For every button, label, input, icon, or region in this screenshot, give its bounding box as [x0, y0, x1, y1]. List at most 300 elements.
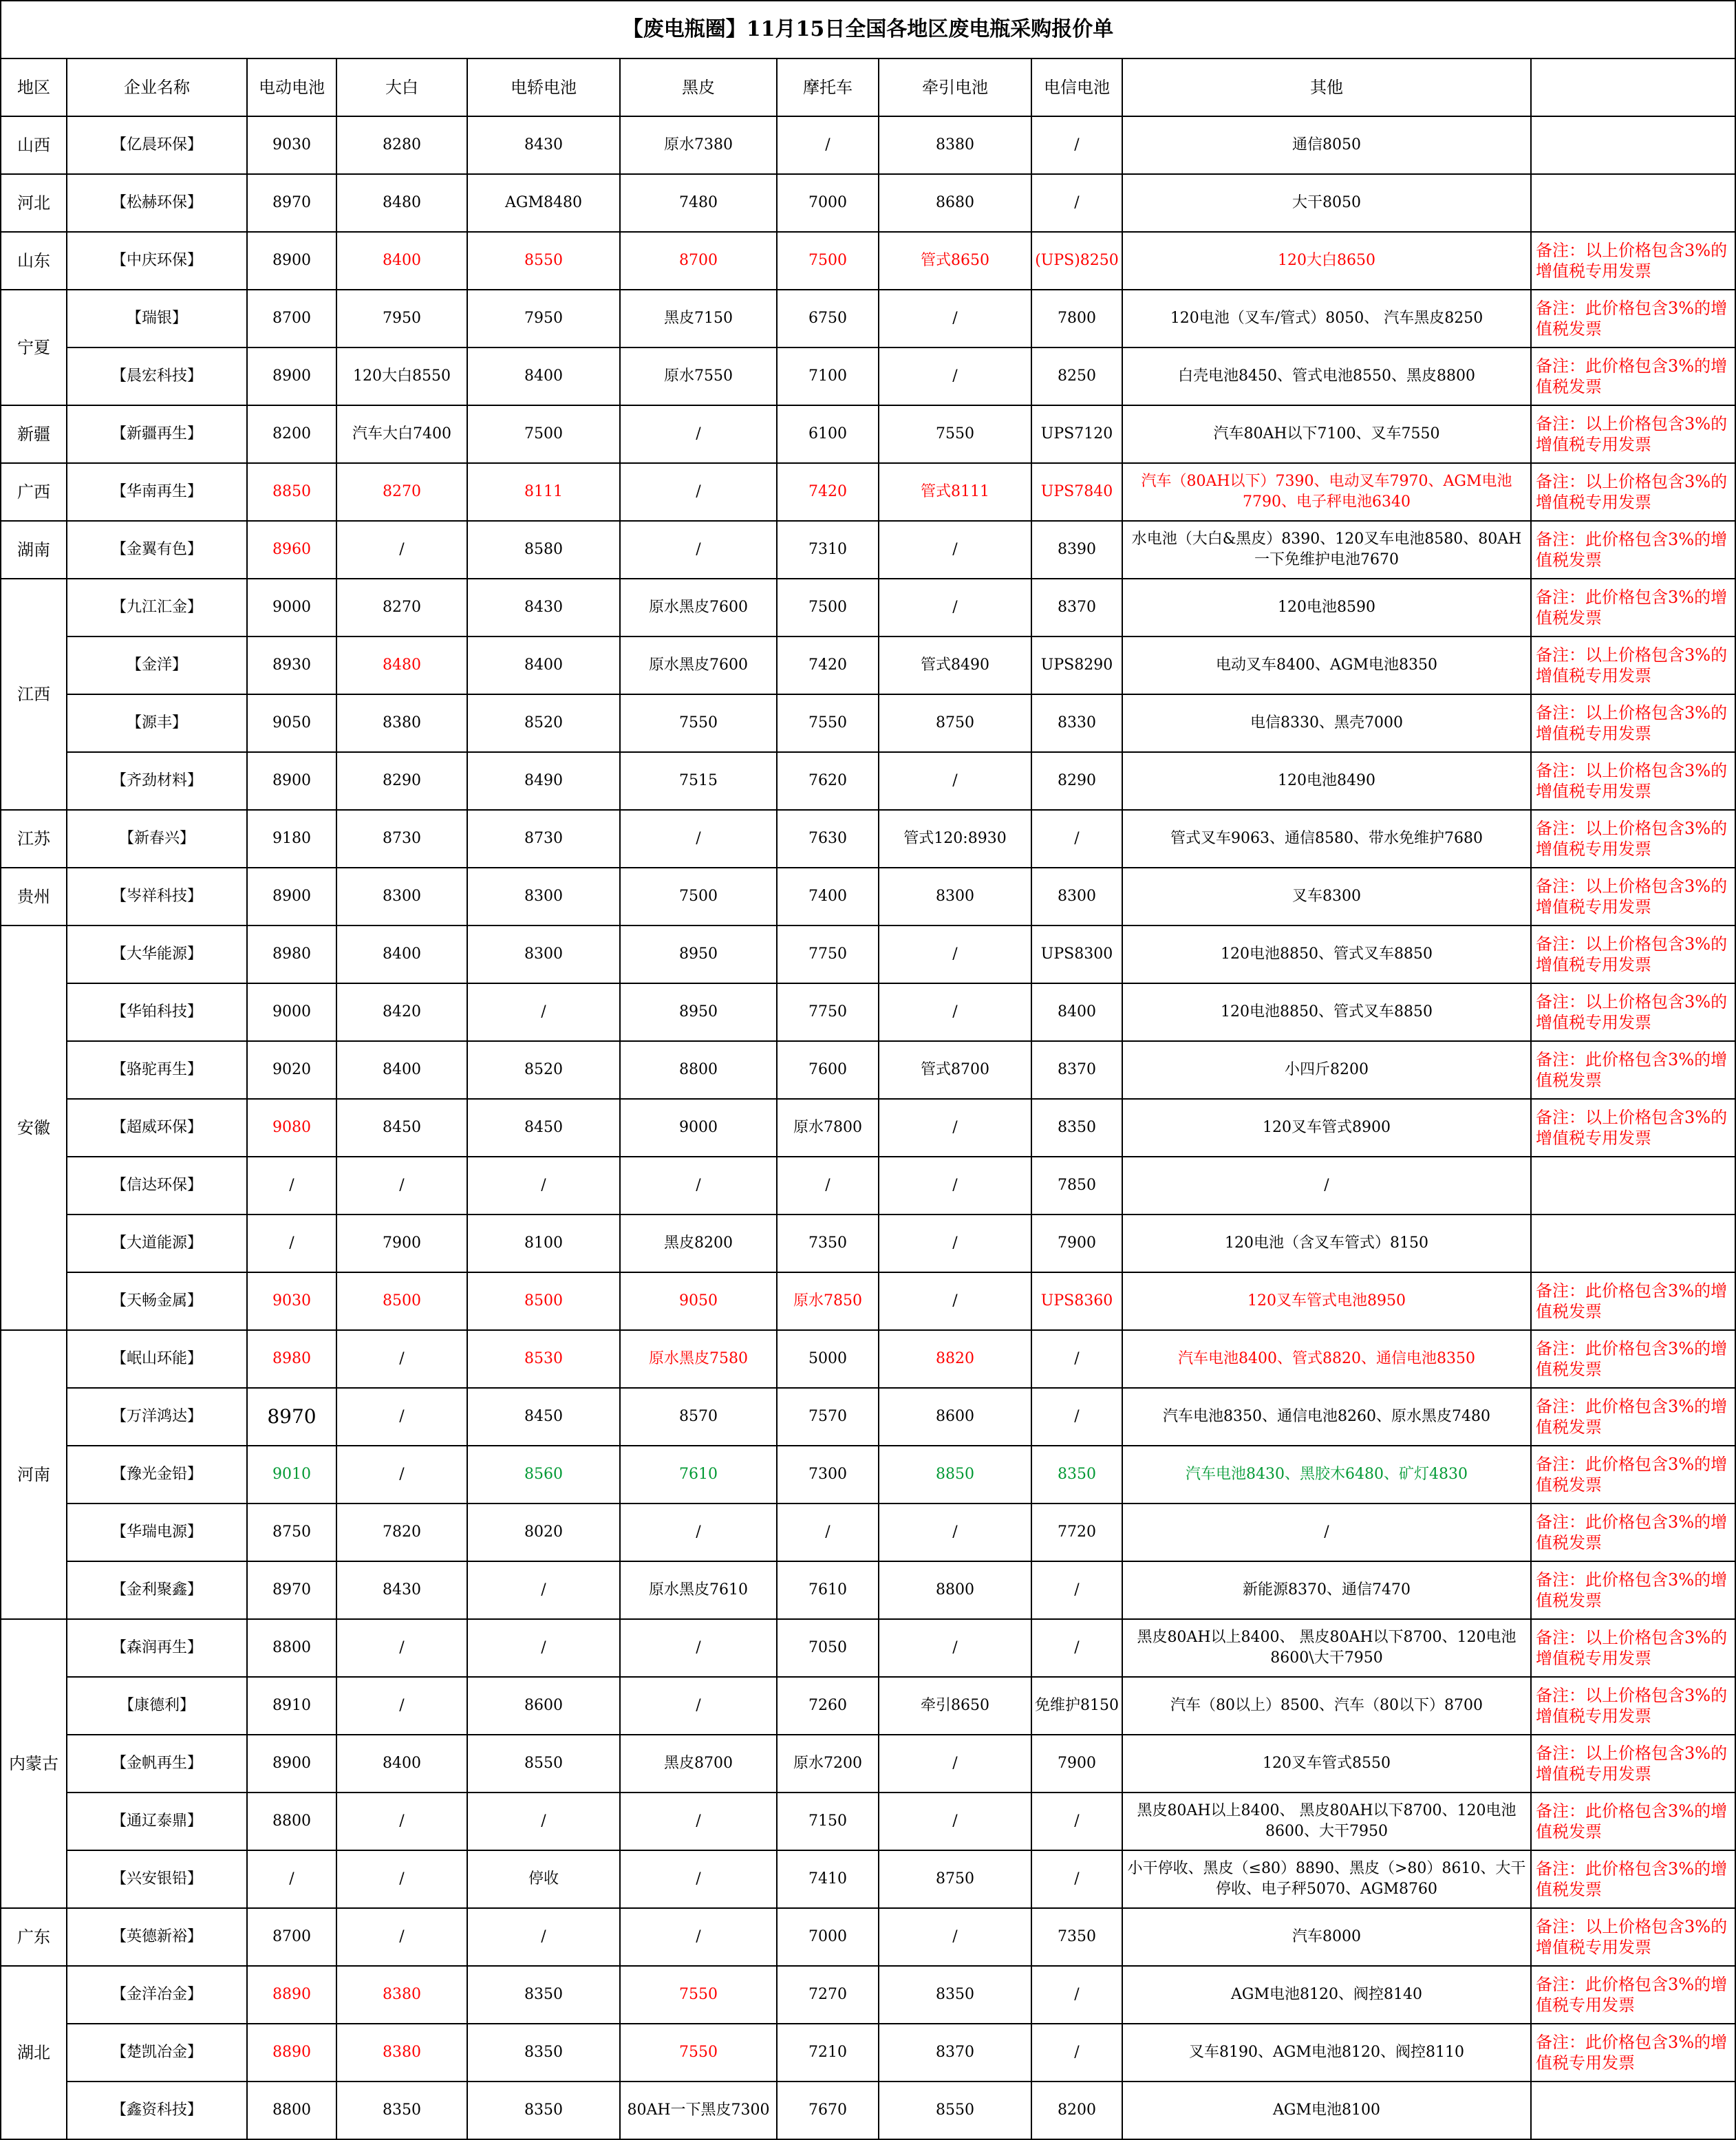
- price-dabai: 8480: [336, 174, 467, 232]
- price-other: 120电池8490: [1122, 752, 1531, 810]
- table-row: [1, 347, 1735, 405]
- price-dabai: /: [336, 1908, 467, 1966]
- header-telecom-battery: 电信电池: [1031, 58, 1122, 116]
- table-row: [1, 983, 1735, 1041]
- price-electric-battery: 9030: [247, 116, 336, 174]
- price-traction-battery: 管式8700: [879, 1041, 1031, 1099]
- price-motorcycle: 7410: [777, 1850, 879, 1908]
- company-name: 【超威环保】: [67, 1099, 247, 1157]
- price-dabai: 120大白8550: [336, 347, 467, 405]
- price-car-battery: 8300: [467, 868, 620, 925]
- price-car-battery: 8490: [467, 752, 620, 810]
- note-cell: 备注：此价格包含3%的增值税发票: [1531, 1504, 1735, 1561]
- price-dabai: 8400: [336, 1735, 467, 1793]
- price-traction-battery: /: [879, 752, 1031, 810]
- price-traction-battery: /: [879, 983, 1031, 1041]
- price-electric-battery: /: [247, 1850, 336, 1908]
- price-traction-battery: /: [879, 1908, 1031, 1966]
- price-heipi: /: [620, 1504, 777, 1561]
- price-motorcycle: 7300: [777, 1446, 879, 1504]
- price-telecom-battery: /: [1031, 2024, 1122, 2082]
- note-cell: 备注：此价格包含3%的增值税专用发票: [1531, 2024, 1735, 2082]
- price-dabai: /: [336, 1850, 467, 1908]
- price-telecom-battery: UPS7840: [1031, 463, 1122, 521]
- company-name: 【亿晨环保】: [67, 116, 247, 174]
- price-telecom-battery: UPS7120: [1031, 405, 1122, 463]
- price-traction-battery: 8300: [879, 868, 1031, 925]
- region-cell: 江西: [1, 579, 67, 810]
- price-telecom-battery: 7720: [1031, 1504, 1122, 1561]
- price-other: AGM电池8120、阀控8140: [1122, 1966, 1531, 2024]
- price-telecom-battery: /: [1031, 1619, 1122, 1677]
- title-row: [1, 1, 1735, 58]
- price-heipi: /: [620, 405, 777, 463]
- price-other: 黑皮80AH以上8400、 黑皮80AH以下8700、120电池8600、大干7950: [1122, 1793, 1531, 1850]
- header-other: 其他: [1122, 58, 1531, 116]
- price-car-battery: /: [467, 983, 620, 1041]
- price-other: 水电池（大白&黑皮）8390、120叉车电池8580、80AH一下免维护电池7670: [1122, 521, 1531, 579]
- price-heipi: 原水黑皮7600: [620, 636, 777, 694]
- note-cell: 备注：此价格包含3%的增值税发票: [1531, 1041, 1735, 1099]
- note-cell: 备注：此价格包含3%的增值税发票: [1531, 290, 1735, 347]
- region-cell: 山西: [1, 116, 67, 174]
- price-telecom-battery: /: [1031, 1850, 1122, 1908]
- price-other: 120电池8590: [1122, 579, 1531, 636]
- header-heipi: 黑皮: [620, 58, 777, 116]
- company-name: 【岑祥科技】: [67, 868, 247, 925]
- company-name: 【华瑞电源】: [67, 1504, 247, 1561]
- table-row: [1, 405, 1735, 463]
- price-car-battery: 8111: [467, 463, 620, 521]
- company-name: 【源丰】: [67, 694, 247, 752]
- price-traction-battery: /: [879, 579, 1031, 636]
- table-row: [1, 1272, 1735, 1330]
- price-motorcycle: 7050: [777, 1619, 879, 1677]
- note-cell: 备注：此价格包含3%的增值税发票: [1531, 1793, 1735, 1850]
- price-other: 大干8050: [1122, 174, 1531, 232]
- price-dabai: 8270: [336, 579, 467, 636]
- table-row: [1, 1735, 1735, 1793]
- price-electric-battery: 8800: [247, 2082, 336, 2139]
- price-traction-battery: /: [879, 925, 1031, 983]
- price-dabai: 8380: [336, 2024, 467, 2082]
- company-name: 【金帆再生】: [67, 1735, 247, 1793]
- price-dabai: 8400: [336, 925, 467, 983]
- price-other: 120电池（含叉车管式）8150: [1122, 1215, 1531, 1272]
- table-row: [1, 1793, 1735, 1850]
- region-cell: 山东: [1, 232, 67, 290]
- price-other: 黑皮80AH以上8400、 黑皮80AH以下8700、120电池8600\大干7950: [1122, 1619, 1531, 1677]
- price-heipi: 7550: [620, 2024, 777, 2082]
- price-motorcycle: 6750: [777, 290, 879, 347]
- price-car-battery: 8560: [467, 1446, 620, 1504]
- price-heipi: 8570: [620, 1388, 777, 1446]
- price-electric-battery: 8980: [247, 925, 336, 983]
- price-dabai: /: [336, 1330, 467, 1388]
- price-electric-battery: 8890: [247, 2024, 336, 2082]
- price-motorcycle: 7400: [777, 868, 879, 925]
- table-row: [1, 868, 1735, 925]
- price-car-battery: 8350: [467, 1966, 620, 2024]
- price-heipi: 原水黑皮7610: [620, 1561, 777, 1619]
- company-name: 【通辽泰鼎】: [67, 1793, 247, 1850]
- table-row: [1, 752, 1735, 810]
- note-cell: [1531, 1157, 1735, 1215]
- price-traction-battery: /: [879, 1157, 1031, 1215]
- price-heipi: 8700: [620, 232, 777, 290]
- table-row: [1, 232, 1735, 290]
- note-cell: 备注：以上价格包含3%的增值税专用发票: [1531, 1908, 1735, 1966]
- price-dabai: 7900: [336, 1215, 467, 1272]
- price-motorcycle: 7750: [777, 983, 879, 1041]
- price-traction-battery: 8750: [879, 694, 1031, 752]
- note-cell: 备注：此价格包含3%的增值税发票: [1531, 1561, 1735, 1619]
- table-row: [1, 925, 1735, 983]
- price-motorcycle: /: [777, 1504, 879, 1561]
- price-car-battery: 8530: [467, 1330, 620, 1388]
- price-traction-battery: /: [879, 290, 1031, 347]
- company-name: 【骆驼再生】: [67, 1041, 247, 1099]
- price-traction-battery: 管式120:8930: [879, 810, 1031, 868]
- price-dabai: 8380: [336, 694, 467, 752]
- price-dabai: 8380: [336, 1966, 467, 2024]
- price-other: 叉车8190、AGM电池8120、阀控8110: [1122, 2024, 1531, 2082]
- price-dabai: 8500: [336, 1272, 467, 1330]
- table-row: [1, 521, 1735, 579]
- price-car-battery: 8430: [467, 116, 620, 174]
- price-motorcycle: /: [777, 1157, 879, 1215]
- price-telecom-battery: /: [1031, 1793, 1122, 1850]
- price-motorcycle: 7150: [777, 1793, 879, 1850]
- note-cell: 备注：以上价格包含3%的增值税专用发票: [1531, 405, 1735, 463]
- price-other: 汽车（80以上）8500、汽车（80以下）8700: [1122, 1677, 1531, 1735]
- price-electric-battery: /: [247, 1215, 336, 1272]
- price-motorcycle: 原水7800: [777, 1099, 879, 1157]
- price-electric-battery: 9030: [247, 1272, 336, 1330]
- price-telecom-battery: (UPS)8250: [1031, 232, 1122, 290]
- price-traction-battery: /: [879, 521, 1031, 579]
- region-cell: 河南: [1, 1330, 67, 1619]
- price-motorcycle: 6100: [777, 405, 879, 463]
- price-car-battery: 8350: [467, 2024, 620, 2082]
- price-dabai: 8450: [336, 1099, 467, 1157]
- price-other: 小干停收、黑皮（≤80）8890、黑皮（>80）8610、大干停收、电子秤5070、AGM8760: [1122, 1850, 1531, 1908]
- note-cell: 备注：此价格包含3%的增值税发票: [1531, 1388, 1735, 1446]
- price-dabai: 8430: [336, 1561, 467, 1619]
- price-motorcycle: 7550: [777, 694, 879, 752]
- price-electric-battery: 8970: [247, 1561, 336, 1619]
- header-car-battery: 电轿电池: [467, 58, 620, 116]
- price-motorcycle: 7420: [777, 636, 879, 694]
- company-name: 【金利聚鑫】: [67, 1561, 247, 1619]
- price-traction-battery: /: [879, 1504, 1031, 1561]
- header-electric-battery: 电动电池: [247, 58, 336, 116]
- price-telecom-battery: 7900: [1031, 1735, 1122, 1793]
- price-telecom-battery: /: [1031, 1966, 1122, 2024]
- price-other: 电动叉车8400、AGM电池8350: [1122, 636, 1531, 694]
- note-cell: 备注：此价格包含3%的增值税发票: [1531, 521, 1735, 579]
- price-telecom-battery: /: [1031, 1561, 1122, 1619]
- price-electric-battery: 8200: [247, 405, 336, 463]
- company-name: 【森润再生】: [67, 1619, 247, 1677]
- price-other: 汽车电池8350、通信电池8260、原水黑皮7480: [1122, 1388, 1531, 1446]
- price-motorcycle: /: [777, 116, 879, 174]
- price-other: 120电池（叉车/管式）8050、 汽车黑皮8250: [1122, 290, 1531, 347]
- company-name: 【信达环保】: [67, 1157, 247, 1215]
- region-cell: 江苏: [1, 810, 67, 868]
- price-telecom-battery: 8290: [1031, 752, 1122, 810]
- header-traction-battery: 牵引电池: [879, 58, 1031, 116]
- price-traction-battery: 8380: [879, 116, 1031, 174]
- price-motorcycle: 7600: [777, 1041, 879, 1099]
- company-name: 【金洋冶金】: [67, 1966, 247, 2024]
- note-cell: 备注：以上价格包含3%的增值税专用发票: [1531, 752, 1735, 810]
- header-note: [1531, 58, 1735, 116]
- price-telecom-battery: /: [1031, 174, 1122, 232]
- price-car-battery: /: [467, 1157, 620, 1215]
- price-motorcycle: 7210: [777, 2024, 879, 2082]
- price-electric-battery: 9180: [247, 810, 336, 868]
- price-car-battery: 8100: [467, 1215, 620, 1272]
- price-motorcycle: 原水7850: [777, 1272, 879, 1330]
- price-electric-battery: 8890: [247, 1966, 336, 2024]
- price-dabai: 8730: [336, 810, 467, 868]
- price-traction-battery: 8820: [879, 1330, 1031, 1388]
- note-cell: [1531, 1215, 1735, 1272]
- price-traction-battery: 管式8111: [879, 463, 1031, 521]
- table-row: [1, 2082, 1735, 2139]
- price-telecom-battery: /: [1031, 116, 1122, 174]
- table-row: [1, 1966, 1735, 2024]
- table-row: [1, 1908, 1735, 1966]
- price-motorcycle: 7670: [777, 2082, 879, 2139]
- price-heipi: /: [620, 1793, 777, 1850]
- price-dabai: /: [336, 1388, 467, 1446]
- price-electric-battery: 8900: [247, 232, 336, 290]
- price-other: 管式叉车9063、通信8580、带水免维护7680: [1122, 810, 1531, 868]
- note-cell: 备注：以上价格包含3%的增值税专用发票: [1531, 1735, 1735, 1793]
- price-car-battery: 8350: [467, 2082, 620, 2139]
- price-motorcycle: 7570: [777, 1388, 879, 1446]
- price-traction-battery: 8600: [879, 1388, 1031, 1446]
- table-row: [1, 636, 1735, 694]
- price-telecom-battery: 8390: [1031, 521, 1122, 579]
- price-telecom-battery: 免维护8150: [1031, 1677, 1122, 1735]
- price-dabai: 8400: [336, 232, 467, 290]
- price-motorcycle: 原水7200: [777, 1735, 879, 1793]
- company-name: 【中庆环保】: [67, 232, 247, 290]
- note-cell: 备注：以上价格包含3%的增值税专用发票: [1531, 810, 1735, 868]
- price-car-battery: 8600: [467, 1677, 620, 1735]
- note-cell: [1531, 2082, 1735, 2139]
- price-traction-battery: /: [879, 1735, 1031, 1793]
- price-telecom-battery: 7350: [1031, 1908, 1122, 1966]
- price-telecom-battery: /: [1031, 1388, 1122, 1446]
- price-other: 120电池8850、管式叉车8850: [1122, 925, 1531, 983]
- price-heipi: /: [620, 521, 777, 579]
- price-motorcycle: 5000: [777, 1330, 879, 1388]
- price-car-battery: /: [467, 1793, 620, 1850]
- price-electric-battery: 8960: [247, 521, 336, 579]
- price-motorcycle: 7620: [777, 752, 879, 810]
- table-row: [1, 1850, 1735, 1908]
- price-heipi: 原水黑皮7600: [620, 579, 777, 636]
- price-other: 新能源8370、通信7470: [1122, 1561, 1531, 1619]
- price-car-battery: 8450: [467, 1099, 620, 1157]
- table-row: [1, 1041, 1735, 1099]
- table-row: [1, 1099, 1735, 1157]
- price-heipi: 8950: [620, 925, 777, 983]
- price-traction-battery: /: [879, 1619, 1031, 1677]
- note-cell: 备注：以上价格包含3%的增值税专用发票: [1531, 1619, 1735, 1677]
- price-car-battery: 7500: [467, 405, 620, 463]
- price-other: 白壳电池8450、管式电池8550、黑皮8800: [1122, 347, 1531, 405]
- price-motorcycle: 7100: [777, 347, 879, 405]
- price-motorcycle: 7000: [777, 174, 879, 232]
- price-telecom-battery: 7900: [1031, 1215, 1122, 1272]
- price-dabai: 8270: [336, 463, 467, 521]
- price-car-battery: 8550: [467, 1735, 620, 1793]
- table-body: [1, 1, 1735, 2139]
- price-heipi: /: [620, 1619, 777, 1677]
- price-dabai: /: [336, 1677, 467, 1735]
- region-cell: 内蒙古: [1, 1619, 67, 1908]
- price-other: /: [1122, 1504, 1531, 1561]
- region-cell: 安徽: [1, 925, 67, 1330]
- company-name: 【大道能源】: [67, 1215, 247, 1272]
- company-name: 【华南再生】: [67, 463, 247, 521]
- price-dabai: 7950: [336, 290, 467, 347]
- price-heipi: 8950: [620, 983, 777, 1041]
- table-row: [1, 174, 1735, 232]
- region-cell: 宁夏: [1, 290, 67, 405]
- price-dabai: 8290: [336, 752, 467, 810]
- table-row: [1, 1504, 1735, 1561]
- price-motorcycle: 7270: [777, 1966, 879, 2024]
- table-row: [1, 1561, 1735, 1619]
- note-cell: 备注：此价格包含3%的增值税发票: [1531, 1850, 1735, 1908]
- price-traction-battery: /: [879, 1099, 1031, 1157]
- company-name: 【金翼有色】: [67, 521, 247, 579]
- note-cell: 备注：此价格包含3%的增值税发票: [1531, 1272, 1735, 1330]
- price-telecom-battery: 8370: [1031, 579, 1122, 636]
- price-other: 小四斤8200: [1122, 1041, 1531, 1099]
- price-heipi: 7550: [620, 694, 777, 752]
- company-name: 【华铂科技】: [67, 983, 247, 1041]
- header-dabai: 大白: [336, 58, 467, 116]
- price-heipi: /: [620, 463, 777, 521]
- company-name: 【楚凯冶金】: [67, 2024, 247, 2082]
- price-motorcycle: 7260: [777, 1677, 879, 1735]
- price-electric-battery: 8980: [247, 1330, 336, 1388]
- price-heipi: 7550: [620, 1966, 777, 2024]
- price-traction-battery: /: [879, 1215, 1031, 1272]
- price-telecom-battery: 8250: [1031, 347, 1122, 405]
- price-other: 汽车电池8400、管式8820、通信电池8350: [1122, 1330, 1531, 1388]
- price-electric-battery: 8700: [247, 290, 336, 347]
- price-other: 汽车8000: [1122, 1908, 1531, 1966]
- table-row: [1, 463, 1735, 521]
- price-electric-battery: 9050: [247, 694, 336, 752]
- price-electric-battery: 8900: [247, 1735, 336, 1793]
- price-telecom-battery: 7800: [1031, 290, 1122, 347]
- price-car-battery: 8500: [467, 1272, 620, 1330]
- price-motorcycle: 7610: [777, 1561, 879, 1619]
- price-heipi: 8800: [620, 1041, 777, 1099]
- table-row: [1, 1677, 1735, 1735]
- price-heipi: 原水黑皮7580: [620, 1330, 777, 1388]
- price-dabai: 汽车大白7400: [336, 405, 467, 463]
- price-heipi: 80AH一下黑皮7300: [620, 2082, 777, 2139]
- price-car-battery: 8550: [467, 232, 620, 290]
- price-electric-battery: 8910: [247, 1677, 336, 1735]
- header-region: 地区: [1, 58, 67, 116]
- price-other: 120叉车管式电池8950: [1122, 1272, 1531, 1330]
- company-name: 【晨宏科技】: [67, 347, 247, 405]
- company-name: 【豫光金铅】: [67, 1446, 247, 1504]
- price-traction-battery: 8350: [879, 1966, 1031, 2024]
- price-other: 汽车（80AH以下）7390、电动叉车7970、AGM电池7790、电子秤电池6340: [1122, 463, 1531, 521]
- price-traction-battery: /: [879, 1793, 1031, 1850]
- region-cell: 湖北: [1, 1966, 67, 2139]
- company-name: 【新疆再生】: [67, 405, 247, 463]
- company-name: 【鑫资科技】: [67, 2082, 247, 2139]
- table-row: [1, 1388, 1735, 1446]
- price-traction-battery: 管式8650: [879, 232, 1031, 290]
- price-telecom-battery: 8350: [1031, 1099, 1122, 1157]
- note-cell: 备注：以上价格包含3%的增值税专用发票: [1531, 232, 1735, 290]
- price-dabai: /: [336, 1619, 467, 1677]
- table-row: [1, 1619, 1735, 1677]
- price-electric-battery: 8900: [247, 347, 336, 405]
- price-other: 120电池8850、管式叉车8850: [1122, 983, 1531, 1041]
- price-car-battery: 8520: [467, 1041, 620, 1099]
- price-dabai: 8280: [336, 116, 467, 174]
- note-cell: 备注：以上价格包含3%的增值税专用发票: [1531, 636, 1735, 694]
- table-row: [1, 1446, 1735, 1504]
- price-electric-battery: 9080: [247, 1099, 336, 1157]
- price-other: 汽车80AH以下7100、叉车7550: [1122, 405, 1531, 463]
- table-row: [1, 694, 1735, 752]
- price-telecom-battery: /: [1031, 810, 1122, 868]
- price-motorcycle: 7350: [777, 1215, 879, 1272]
- company-name: 【岷山环能】: [67, 1330, 247, 1388]
- price-heipi: 7610: [620, 1446, 777, 1504]
- note-cell: 备注：此价格包含3%的增值税发票: [1531, 347, 1735, 405]
- header-row: [1, 58, 1735, 116]
- price-electric-battery: 9020: [247, 1041, 336, 1099]
- price-electric-battery: 8750: [247, 1504, 336, 1561]
- table-row: [1, 579, 1735, 636]
- price-heipi: 7515: [620, 752, 777, 810]
- price-heipi: 原水7550: [620, 347, 777, 405]
- note-cell: 备注：以上价格包含3%的增值税专用发票: [1531, 1099, 1735, 1157]
- region-cell: 河北: [1, 174, 67, 232]
- region-cell: 新疆: [1, 405, 67, 463]
- note-cell: [1531, 174, 1735, 232]
- region-cell: 广东: [1, 1908, 67, 1966]
- company-name: 【英德新裕】: [67, 1908, 247, 1966]
- price-car-battery: 8400: [467, 636, 620, 694]
- price-traction-battery: /: [879, 1272, 1031, 1330]
- price-dabai: 8400: [336, 1041, 467, 1099]
- price-telecom-battery: 8400: [1031, 983, 1122, 1041]
- price-telecom-battery: UPS8290: [1031, 636, 1122, 694]
- price-dabai: /: [336, 1793, 467, 1850]
- table-row: [1, 2024, 1735, 2082]
- price-car-battery: 7950: [467, 290, 620, 347]
- price-electric-battery: 9000: [247, 579, 336, 636]
